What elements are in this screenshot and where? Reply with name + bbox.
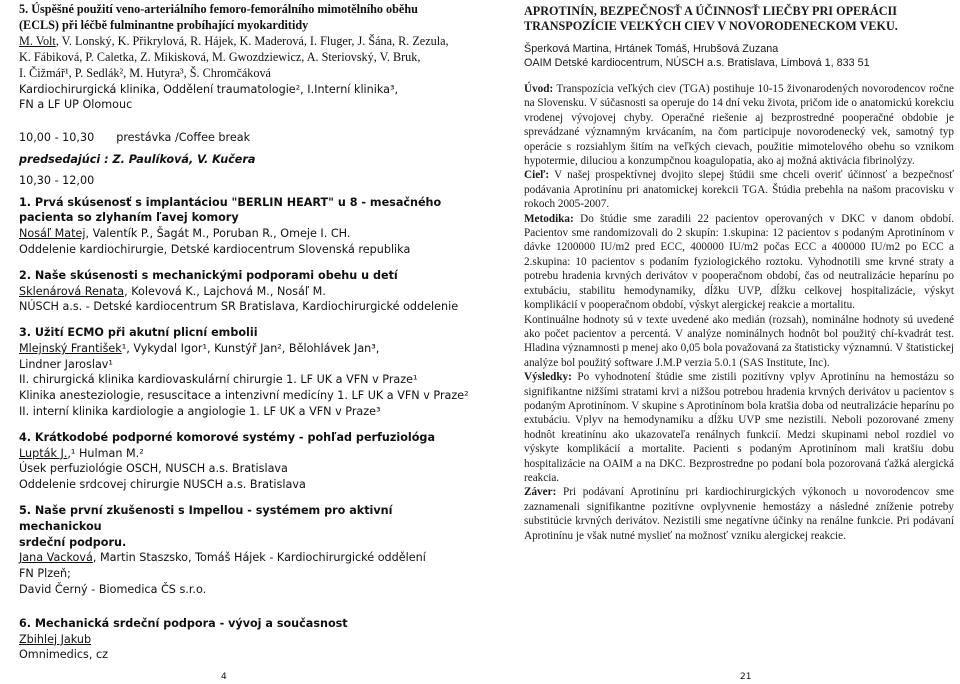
right-page: [512, 0, 960, 543]
talk4-title: 4. Krátkodobé podporné komorové systémy - pohľad perfuziológa: [19, 430, 435, 444]
presenter-name: Mlejnský František: [19, 341, 122, 355]
label-metodika: Metodika:: [524, 212, 574, 225]
abstract-body: [524, 82, 954, 543]
section-zaver: Záver: Pri podávaní Aprotinínu pri kardiochirurgických výkonoch u novorodencov sme zaznamenali signifikantne pozitívne ovplyvnenie hemostázy a následné zníženie potreby substitúcie krvných derivátov. Nezistili sme negatívne účinky na renálne funkcie. Pri podávaní Aprotinínu je však nutné myslieť na možnosť vzniku alergickej reakcie.: [524, 486, 954, 542]
section-vysledky: Výsledky: Po vyhodnotení štúdie sme zistili pozitívny vplyv Aprotinínu na hemostázu so signifikantne nižšími stratami krvi a nižšou potrebou hradenia krvných derivátov u pacientov s podaným Aprotinínom. V skupine s Aprotinínom bola kratšia doba od neutralizácie heparínu po extubáciu. Vplyv na hemodynamiku a dĺžku UVP sme nezistili. Neboli pozorované zmeny hodnôt kreatinínu ako ukazovateľa renálnych funkcií. Medzi skupinami nebol rozdiel vo výskyte komplikácií a mortalite. Pacienti s podaným Aprotinínom mali kratšiu dobu hospitalizácie na OAIM a na DKC. Bezprostredne po podaní bola pozorovaná ťažká alergická reakcia.: [524, 371, 954, 484]
label-uvod: Úvod:: [524, 83, 554, 95]
abstract-authors: Šperková Martina, Hrtánek Tomáš, Hrubšová Zuzana OAIM Detské kardiocentrum, NÚSCH a.s. Bratislava, Limbová 1, 833 51: [524, 43, 870, 69]
talk3-affiliation: II. chirurgická klinika kardiovaskulární chirurgie 1. LF UK a VFN v Praze¹ Klinika anesteziologie, resuscitace a intenzivní medicíny 1. LF UK a VFN v Praze² II. interní klinika kardiologie a angiologie 1. LF UK a VFN v Praze³: [19, 373, 469, 419]
talk2-title: 2. Naše skúsenosti s mechanickými podporami obehu u detí: [19, 268, 398, 282]
presenter-name: Nosáľ Matej: [19, 227, 86, 241]
left-page: [0, 0, 478, 663]
talk2-affiliation: NÚSCH a.s. - Detské kardiocentrum SR Bratislava, Kardiochirurgické oddelenie: [19, 300, 459, 314]
talk1-title: 1. Prvá skúsenosť s implantáciou "BERLIN HEART" u 8 - mesačného pacienta so zlyhaním ľavej komory: [19, 195, 442, 225]
talk5-affiliation: Kardiochirurgická klinika, Oddělení traumatologie², I.Interní klinika³, FN a LF UP Olomouc: [19, 82, 399, 112]
abstract-title: APROTINÍN, BEZPEČNOSŤ A ÚČINNOSŤ LIEČBY PRI OPERÁCII TRANSPOZÍCIE VEĽKÝCH CIEV V NOVORODENECKOM VEKU.: [524, 4, 898, 33]
presenter-name: Sklenárová Renata: [19, 284, 125, 298]
presenter-name: Lupták J.: [19, 446, 68, 460]
coffee-break-row: [19, 130, 478, 146]
label-zaver: Záver:: [524, 486, 557, 499]
section-uvod: Úvod: Transpozícia veľkých ciev (TGA) postihuje 10-15 živonarodených novorodencov ročne na Slovensku. V súčasnosti sa operuje do 14 dní veku života, pričom ide o anatomickú korekciu vrodenej vývojovej chyby. Operačné riešenie aj bezprostredné pooperačné obdobie je sprevádzané významným krvácaním, na čom participuje novorodenecký vek, samotný typ operácie s rozsiahlym šitím na veľkých cievach, použitie mimotelového obehu so vznikom hypotermie, diluciou a konzumpčnou koagulopatia, ako aj možná aktivácia fibrinolýzy.: [524, 83, 954, 168]
talk5-title: 5. Úspěšné použití veno-arteriálního femoro-femorálního mimotělního oběhu (ECLS) při léčbě fulminantne probíhající myokarditidy: [19, 2, 418, 32]
talk5b-title: 5. Naše první zkušenosti s Impellou - systémem pro aktivní mechanickou srdeční podporu.: [19, 504, 393, 549]
talk6-authors: [19, 632, 478, 648]
talk3-title: 3. Užití ECMO při akutní plicní embolii: [19, 326, 258, 340]
talk6-title: 6. Mechanická srdeční podpora - vývoj a současnost: [19, 616, 348, 630]
label-vysledky: Výsledky:: [524, 371, 572, 384]
section-metodika: Metodika: Do štúdie sme zaradili 22 pacientov operovaných v DKC v danom období. Pacientov sme randomizovali do 2 skupín: 1.skupina: 12 pacientov s podaným Aprotinínom v dávke 1200000 IU/m2 pred ECC, 400000 IU/m2 počas ECC a 400000 IU/m2 po ECC a 2.skupina: 10 pacientov s podaním fyziologického roztoku. Vyhodnotili sme krvné straty a potrebu hradenia krvných derivátov v pooperačnom období, čas od neutralizácie heparínu po extubáciu, stabilitu hemodynamiky, dĺžku UVP, dĺžku celkovej hospitalizácie, výskyt komplikácií v pooperačnom období, výskyt alergickej reakcie a mortalitu.: [524, 212, 954, 312]
break-label: prestávka /Coffee break: [116, 131, 251, 145]
talk6-affiliation: Omnimedics, cz: [19, 648, 109, 662]
session-time: 10,30 - 12,00: [19, 173, 95, 187]
presenter-name: Zbihlej Jakub: [19, 632, 92, 646]
talk1-authors: Nosáľ Matej, Valentík P., Šagát M., Poruban R., Omeje I. CH.: [19, 227, 351, 241]
left-page-number: 4: [221, 672, 227, 682]
talk1-affiliation: Oddelenie kardiochirurgie, Detské kardiocentrum Slovenská republika: [19, 242, 411, 256]
talk5-authors: M. Volt, V. Lonský, K. Přikrylová, R. Hájek, K. Maderová, I. Fluger, J. Šána, R. Zezula, K. Fábiková, P. Caletka, Z. Mikisková, M. Gwozdziewicz, A. Steriovský, V. Bruk, I. Čižmář¹, P. Sedlák², M. Hutyra³, Š. Chromčáková: [19, 33, 449, 80]
talk5b-authors: Jana Vacková, Martin Staszsko, Tomáš Hájek - Kardiochirurgické oddělení FN Plzeň; David Černý - Biomedica ČS s.r.o.: [19, 551, 426, 597]
talk2-authors: Sklenárová Renata, Kolevová K., Lajchová M., Nosáľ M.: [19, 284, 326, 298]
section-ciel: Cieľ: V našej prospektívnej dvojito slepej štúdii sme chceli overiť účinnosť a bezpečnosť podávania Aprotinínu pri anatomickej korekcii TGA. Štúdia prebehla na našom pracovisku v rokoch 2005-2007.: [524, 169, 954, 211]
talk4-authors: Lupták J.,¹ Hulman M.²: [19, 446, 144, 460]
presenter-name: Jana Vacková: [19, 551, 93, 565]
section-metodika-stats: Kontinuálne hodnoty sú v texte uvedené ako medián (rozsah), nominálne hodnoty sú uvedené ako počet pacientov a percentá. V analýze nominálnych hodnôt bol použitý chí-kvadrát test. Hladina významnosti p menej ako 0,05 bola považovaná za štatisticky významnú. V štatistickej analýze bol použitý software J.M.P verzia 5.0.1 (SAS Institute, Inc).: [524, 313, 954, 369]
right-page-number: 21: [740, 672, 752, 682]
session-chairs: predsedajúci : Z. Paulíková, V. Kučera: [19, 152, 256, 166]
label-ciel: Cieľ:: [524, 169, 550, 182]
talk4-affiliation: Úsek perfuziológie OSCH, NUSCH a.s. Bratislava Oddelenie srdcovej chirurgie NUSCH a.s. Bratislava: [19, 462, 306, 492]
presenter-name: M. Volt: [19, 33, 56, 48]
break-time: 10,00 - 10,30: [19, 131, 95, 145]
talk3-authors: Mlejnský František¹, Vykydal Igor¹, Kunstýř Jan², Bělohlávek Jan³, Lindner Jaroslav¹: [19, 341, 380, 371]
